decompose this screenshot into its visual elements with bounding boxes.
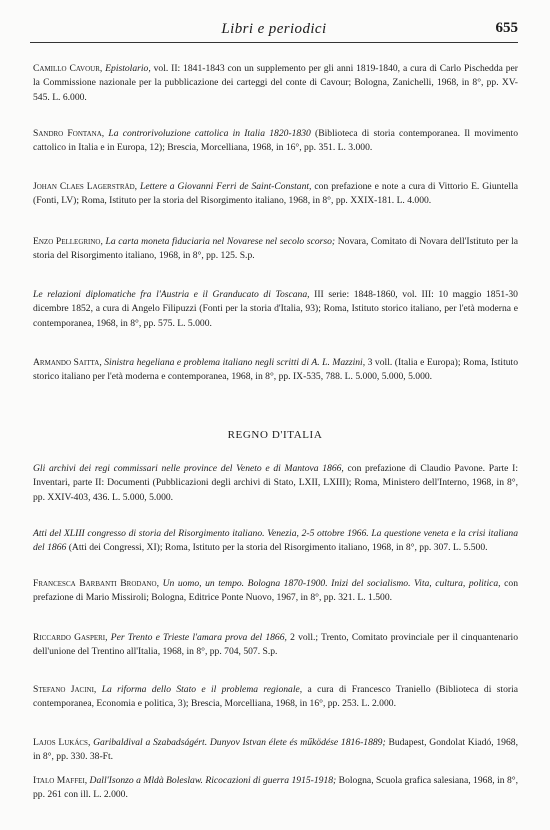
bibliography-entry	[33, 527, 518, 556]
entry-details: 3 voll. (Italia e Europa); Roma, Istituto storico italiano per l'età moderna e contemporanea, 1968, in 8°, pp. IX-535, 788. L. 5.000, 5.000, 5.000.	[33, 357, 518, 383]
entry-author: Italo Maffei,	[33, 775, 88, 786]
entry-title: Un uomo, un tempo. Bologna 1870-1900. Inizi del socialismo. Vita, cultura, politica,	[162, 578, 501, 589]
entry-details: (Atti dei Congressi, XI); Roma, Istituto per la storia del Risorgimento italiano, 1968, in 8°, pp. 307. L. 5.500.	[66, 542, 488, 554]
entry-author: Lajos Lukács,	[33, 737, 91, 748]
bibliography-entry	[33, 288, 518, 331]
entry-title: La riforma dello Stato e il problema regionale,	[101, 684, 303, 695]
bibliography-entry	[33, 577, 518, 606]
bibliography-entry	[33, 774, 518, 803]
bibliography-entry	[33, 736, 518, 765]
bibliography-entry	[33, 631, 518, 660]
page-header	[30, 18, 518, 43]
section-heading: REGNO D'ITALIA	[227, 429, 323, 441]
entry-title: Atti del XLIII congresso di storia del Risorgimento italiano. Venezia, 2-5 ottobre 1966. La questione veneta e la crisi italiana del 1866	[33, 528, 518, 554]
entry-title: Le relazioni diplomatiche fra l'Austria e il Granducato di Toscana,	[33, 289, 310, 300]
entry-title: Gli archivi dei regi commissari nelle province del Veneto e di Mantova 1866,	[33, 463, 344, 474]
entry-author: Armando Saitta,	[33, 357, 102, 368]
entry-details: (Biblioteca di storia contemporanea. Il movimento cattolico in Italia e in Europa, 12); Brescia, Morcelliana, 1968, in 16°, pp. 351. L. 3.000.	[33, 128, 519, 154]
entry-author: Enzo Pellegrino,	[33, 236, 103, 247]
entry-details: con prefazione di Mario Missiroli; Bologna, Editrice Ponte Nuovo, 1967, in 8°, pp. 321. L. 1.500.	[33, 578, 518, 604]
entry-title: Dall'Isonzo a Mldà Boleslaw. Ricocazioni di guerra 1915-1918;	[89, 775, 337, 786]
entry-details: 2 voll.; Trento, Comitato provinciale per il cinquantenario dell'unione del Trentino all'Italia, 1968, in 8°, pp. 704, 507. S.p.	[33, 632, 518, 658]
entry-details: Bologna, Scuola grafica salesiana, 1968, in 8°, pp. 261 con ill. L. 2.000.	[33, 775, 518, 801]
entry-title: Sinistra hegeliana e problema italiano negli scritti di A. L. Mazzini,	[104, 357, 366, 368]
entry-author: Francesca Barbanti Brodano,	[33, 578, 160, 589]
entry-details: III serie: 1848-1860, vol. III: 10 maggio 1851-30 dicembre 1852, a cura di Angelo Filipuzzi (Fonti per la storia d'Italia, 93); Roma, Istituto storico italiano, per l'età moderna e contemporanea, 1968, in 8°, pp. 575. L. 5.000.	[33, 289, 518, 329]
bibliography-entry	[33, 180, 518, 209]
bibliography-entry	[33, 356, 518, 385]
entry-title: La carta moneta fiduciaria nel Novarese nel secolo scorso;	[105, 236, 336, 247]
entry-title: Lettere a Giovanni Ferri de Saint-Constant,	[140, 181, 312, 192]
entry-title: Per Trento e Trieste l'amara prova del 1866,	[110, 632, 287, 643]
entry-details: con prefazione e note a cura di Vittorio E. Giuntella (Fonti, LV); Roma, Istituto per la storia del Risorgimento italiano, 1968, in 8°, pp. XXIX-181. L. 4.000.	[33, 181, 518, 207]
bibliography-entry	[33, 62, 518, 105]
entry-author: Riccardo Gasperi,	[33, 632, 108, 643]
running-title: Libri e periodici	[221, 21, 327, 37]
bibliography-entry	[33, 683, 518, 712]
entry-details: a cura di Francesco Traniello (Biblioteca di storia contemporanea, Economia e politica, 3); Brescia, Morcelliana, 1968, in 16°, pp. 253. L. 2.000.	[33, 684, 519, 710]
entry-details: con prefazione di Claudio Pavone. Parte I: Inventari, parte II: Documenti (Pubblicazioni degli archivi di Stato, LXII, LXIII); Roma, Ministero dell'Interno, 1968, in 8°, pp. XXIV-403, 436. L. 5.000, 5.000.	[33, 463, 518, 503]
entry-author: Sandro Fontana,	[33, 128, 105, 139]
entry-title: Garibaldival a Szabadságért. Dunyov Istvan élete és működése 1816-1889;	[93, 737, 386, 748]
bibliography-entry	[33, 127, 518, 156]
entry-author: Camillo Cavour,	[33, 63, 103, 74]
entry-details: Budapest, Gondolat Kiadó, 1968, in 8°, pp. 330. 38-Ft.	[33, 737, 518, 763]
bibliography-entry	[33, 235, 518, 264]
entry-title: La controrivoluzione cattolica in Italia 1820-1830	[108, 128, 311, 139]
bibliography-entry	[33, 462, 518, 505]
entry-author: Johan Claes Lagerstråd,	[33, 181, 138, 192]
page-number: 655	[495, 20, 518, 36]
entry-details: vol. II: 1841-1843 con un supplemento per gli anni 1819-1840, a cura di Carlo Pischedda per la Commissione nazionale per la pubblicazione dei carteggi del conte di Cavour; Bologna, Zanichelli, 1968, in 8°, pp. XV-545. L. 6.000.	[33, 63, 518, 103]
entry-author: Stefano Jacini,	[33, 684, 97, 695]
entry-title: Epistolario,	[105, 63, 151, 74]
entry-details: Novara, Comitato di Novara dell'Istituto per la storia del Risorgimento italiano, 1968, in 8°, pp. 125. S.p.	[33, 236, 518, 262]
